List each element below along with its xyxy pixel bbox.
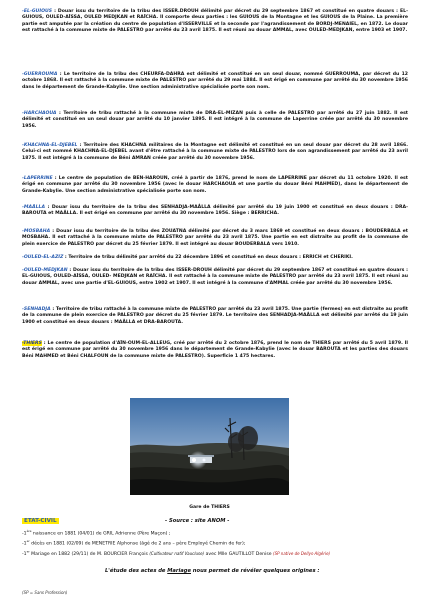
paragraph-text: : Douar issu du territoire de la tribu des ZOUATNA délimité par décret du 3 mars 1869 et constitué en deux douars : BOUDERBALA et MOSBAHA. Il est rattaché à la commune mixte de PALESTRO par arrêté du 23 avril 1875. Une partie en est distraite au profit de la commune de plein exercice de PALESTRO par décret du 25 février 1879. Il est intégré au douar BOUDERBALA vers 1910.: [22, 229, 408, 247]
paragraph-ouled-medjkan: [22, 268, 408, 287]
study-intro: L'étude des actes de Mariage nous permet de révéler quelques origines :: [105, 568, 320, 574]
place-name: -GUERROUMA: [22, 72, 58, 77]
place-name: -HARCHAOUA: [22, 111, 57, 116]
paragraph-text: : Douar issu du territoire de la tribu des ISSER-DROUH délimité par décret du 29 septembre 1867 et constitué en quatre douars : EL-GUIOUS, OULED-AÏSSA, OULED- MEDJKAN et RAÏCHA. Il est rattaché à la commune mixte de PALESTRO par arrêté du 23 avril 1875. Il est réuni au douar AMMAL, avec une partie d'EL-GUIOUS, entre 1902 et 1907. Il est intégré à la commune d'AMMAL créée par arrêté du 30 novembre 1956.: [22, 268, 408, 286]
place-name: -OULED-EL-AZIZ: [22, 255, 64, 260]
place-name: -MAÂLLA: [22, 205, 45, 210]
first-marriage-entry: -1er Mariage en 1882 (29/11) de M. BOURCIER François (Cultivateur natif Vaucluse) avec Mlle GAUTILLOT Denise (SP native de Dellys-Algérie): [22, 549, 331, 557]
paragraph-text: : Territoire de tribu délimité par arrêté du 22 décembre 1896 et constitué en deux douars : ERRICH et CHERIKI.: [63, 255, 353, 260]
first-death-entry: -1er décès en 1881 (02/09) de MENETRIE Alphonse (âgé de 2 ans – père Employé Chemin de fer);: [22, 539, 246, 547]
paragraph-text: : Territoire de tribu rattaché à la commune mixte de PALESTRO par arrêté du 23 avril 1875. Une partie (fermes) en est distraite au profit de la commune de plein exercice de PALESTRO par décret du 25 février 1879. Le territoire des SENHADJA-MAÂLLA est délimité par arrêté du 19 juin 1900 et constitué en deux douars : MAÂLLA et DRA-BAROUTA.: [22, 307, 408, 325]
first-birth-entry: -1ère naissance en 1881 (04/01) de GRIL Adrienne (Père Maçon) ;: [22, 529, 171, 537]
thiers-station-photo: [130, 398, 289, 495]
photo-caption: Gare de THIERS: [189, 505, 230, 510]
paragraph-text: : Douar issu du territoire de la tribu des SENHADJA-MAÂLLA délimité par arrêté du 19 juin 1900 et constitué en deux douars : DRA-BAROUTA et MAÂLLA. Il est érigé en commune par arrêté du 30 novembre 1956. Siège : BERRICHA.: [22, 205, 408, 217]
place-name: -SENHADJA: [22, 307, 51, 312]
place-name: -LAPERRINE: [22, 176, 53, 181]
paragraph-khachna-el-djebel: [22, 143, 408, 162]
paragraph-thiers: [22, 341, 408, 360]
paragraph-guerrouma: [22, 72, 408, 91]
place-name: -KHACHNA-EL-DJEBEL: [22, 143, 78, 148]
place-name: -EL-GUIOUS: [22, 9, 53, 14]
etat-civil-heading: ETAT-CIVIL: [24, 518, 57, 524]
paragraph-mosbaha: [22, 229, 408, 248]
paragraph-text: : Douar issu du territoire de la tribu des ISSER.DROUH délimité par décret du 29 septembre 1867 et constitué en quatre douars : EL-GUIOUS, OULED-AÏSSA, OULED MEDJKAN et RAÏCHA. Il comporte deux parties : les GUIOUS de la Montagne et les GUIOUS de la Plaine. La première partie est amputée par la création du centre de population d'ISSERVILLE et la seconde par l'agrandissement de BORDJ-MENAIEL, en 1872. Le douar est rattaché à la commune mixte de PALESTRO par arrêté du 23 avril 1875. Il est réuni au douar AMMAL, avec OULED-MEDJKAN, entre 1903 et 1907.: [22, 9, 408, 33]
paragraph-text: : Le centre de population de BEN-HAROUN, créé à partir de 1876, prend le nom de LAPERRINE par décret du 11 octobre 1920. Il est érigé en commune par arrêté du 30 novembre 1956 (avec le douar HARCHAOUA et une partie du douar Béni MAHMED), dans le département de Grande-Kabylie. Une section administrative spécialisée porte son nom.: [22, 176, 408, 194]
paragraph-el-guious: [22, 9, 408, 34]
night-landscape-image: [130, 398, 289, 495]
paragraph-text: : Le territoire de la tribu des CHEURFA-DAHRA est délimité et constitué en un seul douar, nommé GUERROUMA, par décret du 12 octobre 1868. Il est rattaché à la commune mixte de PALESTRO par arrêté du 29 mai 1884. Il est érigé en commune par arrêté du 30 novembre 1956 dans le département de Grande-Kabylie. Une section administrative spécialisée porte son nom.: [22, 72, 408, 90]
footnote: (SP = Sans Profession): [22, 590, 68, 595]
paragraph-text: : Territoire de tribu rattaché à la commune mixte de DRA-EL-MIZAN puis à celle de PALESTRO par arrêté du 27 juin 1882. Il est délimité et constitué en un seul douar par arrêté du 10 janvier 1895. Il est intégré à la commune de Laperrine créée par arrêté du 30 novembre 1956.: [22, 111, 408, 129]
paragraph-text: : Le centre de population d'AÏN-OUM-EL-ALLEUG, créé par arrêté du 2 octobre 1876, prend le nom de THIERS par arrêté du 5 avril 1879. Il est érigé en commune par arrêté du 30 novembre 1956 dans le département de Grande-Kabylie (avec le douar BAROUTA et les parties des douars Béni MAHMED et Béni CHALFOUN de la commune mixte de PALESTRO). Superficie 1 475 hectares.: [22, 341, 408, 359]
mariage-link: Mariage: [167, 568, 191, 574]
place-name-highlighted: -THIERS: [22, 341, 42, 346]
place-name: -OULED-MEDJKAN: [22, 268, 68, 273]
place-name: -MOSBAHA: [22, 229, 51, 234]
paragraph-maalla: [22, 205, 408, 218]
paragraph-harchaoua: [22, 111, 408, 130]
paragraph-laperrine: [22, 176, 408, 195]
paragraph-text: : Territoire des KHACHNA militaires de la Montagne est délimité et constitué en un seul douar par décret du 28 avril 1866. Celui-ci est nommé KHACHNA-EL-DJEBEL avant d'être rattaché à la commune mixte de PALESTRO lors de son agrandissement par arrêté du 23 avril 1875. Il est intégré à la commune de Béni AMRAN créée par arrêté du 30 novembre 1956.: [22, 143, 408, 161]
paragraph-ouled-el-aziz: [22, 255, 408, 261]
paragraph-senhadja: [22, 307, 408, 326]
source-note: - Source : site ANOM -: [165, 518, 230, 524]
